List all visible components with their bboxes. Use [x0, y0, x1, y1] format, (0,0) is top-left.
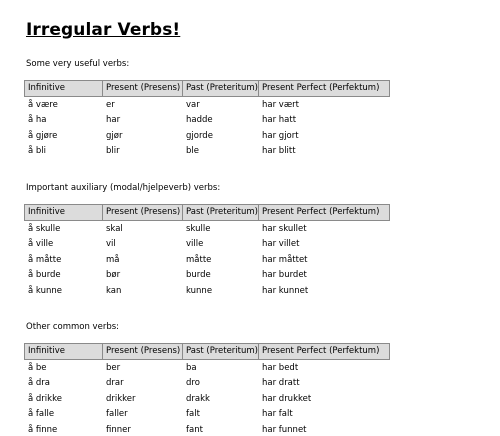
cell-present-perfect: har hatt [259, 113, 390, 129]
cell-present: skal [103, 221, 183, 237]
column-header-past: Past (Preteritum) [183, 344, 259, 360]
cell-infinitive: å måtte [25, 252, 103, 268]
cell-infinitive: å ha [25, 113, 103, 129]
table-row [25, 237, 390, 253]
cell-present: faller [103, 407, 183, 423]
cell-present: må [103, 252, 183, 268]
cell-infinitive: å be [25, 360, 103, 376]
column-header-infinitive: Infinitive [25, 205, 103, 221]
other-verbs-table [24, 343, 390, 436]
cell-present-perfect: har vært [259, 97, 390, 113]
column-header-past: Past (Preteritum) [183, 81, 259, 97]
cell-present-perfect: har skullet [259, 221, 390, 237]
column-header-present-perfect: Present Perfect (Perfektum) [259, 81, 390, 97]
table-row [25, 391, 390, 407]
cell-present: ber [103, 360, 183, 376]
column-header-present: Present (Presens) [103, 81, 183, 97]
cell-past: burde [183, 268, 259, 284]
cell-past: ba [183, 360, 259, 376]
cell-infinitive: å kunne [25, 283, 103, 299]
cell-present-perfect: har gjort [259, 128, 390, 144]
table-row [25, 422, 390, 436]
useful-verbs-table [24, 80, 390, 159]
cell-infinitive: å ville [25, 237, 103, 253]
cell-present-perfect: har blitt [259, 144, 390, 160]
cell-present-perfect: har burdet [259, 268, 390, 284]
cell-infinitive: å burde [25, 268, 103, 284]
cell-infinitive: å drikke [25, 391, 103, 407]
table-row [25, 252, 390, 268]
cell-present-perfect: har bedt [259, 360, 390, 376]
cell-infinitive: å bli [25, 144, 103, 160]
cell-infinitive: å gjøre [25, 128, 103, 144]
cell-present-perfect: har funnet [259, 422, 390, 436]
table-header-row [25, 81, 390, 97]
cell-present: bør [103, 268, 183, 284]
cell-present: drar [103, 376, 183, 392]
cell-present-perfect: har dratt [259, 376, 390, 392]
column-header-present: Present (Presens) [103, 205, 183, 221]
column-header-present-perfect: Present Perfect (Perfektum) [259, 205, 390, 221]
cell-past: måtte [183, 252, 259, 268]
cell-past: ville [183, 237, 259, 253]
column-header-present: Present (Presens) [103, 344, 183, 360]
cell-present-perfect: har drukket [259, 391, 390, 407]
cell-present: drikker [103, 391, 183, 407]
cell-past: fant [183, 422, 259, 436]
cell-infinitive: å falle [25, 407, 103, 423]
table-row [25, 97, 390, 113]
cell-past: ble [183, 144, 259, 160]
column-header-infinitive: Infinitive [25, 81, 103, 97]
cell-present: har [103, 113, 183, 129]
cell-past: var [183, 97, 259, 113]
cell-past: gjorde [183, 128, 259, 144]
cell-present: vil [103, 237, 183, 253]
cell-past: hadde [183, 113, 259, 129]
table-row [25, 144, 390, 160]
cell-present: blir [103, 144, 183, 160]
table-row [25, 360, 390, 376]
table-row [25, 283, 390, 299]
cell-present: finner [103, 422, 183, 436]
cell-present-perfect: har måttet [259, 252, 390, 268]
cell-infinitive: å finne [25, 422, 103, 436]
cell-infinitive: å skulle [25, 221, 103, 237]
cell-past: kunne [183, 283, 259, 299]
cell-past: falt [183, 407, 259, 423]
cell-past: dro [183, 376, 259, 392]
table-header-row [25, 344, 390, 360]
page-title: Irregular Verbs! [26, 20, 181, 40]
cell-present-perfect: har villet [259, 237, 390, 253]
table-row [25, 113, 390, 129]
cell-past: drakk [183, 391, 259, 407]
table-row [25, 376, 390, 392]
column-header-infinitive: Infinitive [25, 344, 103, 360]
cell-present: er [103, 97, 183, 113]
column-header-present-perfect: Present Perfect (Perfektum) [259, 344, 390, 360]
column-header-past: Past (Preteritum) [183, 205, 259, 221]
table-header-row [25, 205, 390, 221]
table-row [25, 268, 390, 284]
table-row [25, 128, 390, 144]
cell-present-perfect: har falt [259, 407, 390, 423]
section-caption-useful-verbs: Some very useful verbs: [26, 59, 130, 69]
section-caption-other-verbs: Other common verbs: [26, 322, 120, 332]
section-caption-auxiliary-verbs: Important auxiliary (modal/hjelpeverb) verbs: [26, 183, 221, 193]
cell-present: kan [103, 283, 183, 299]
cell-present-perfect: har kunnet [259, 283, 390, 299]
cell-present: gjør [103, 128, 183, 144]
cell-past: skulle [183, 221, 259, 237]
auxiliary-verbs-table [24, 204, 390, 299]
table-row [25, 407, 390, 423]
cell-infinitive: å dra [25, 376, 103, 392]
table-row [25, 221, 390, 237]
cell-infinitive: å være [25, 97, 103, 113]
